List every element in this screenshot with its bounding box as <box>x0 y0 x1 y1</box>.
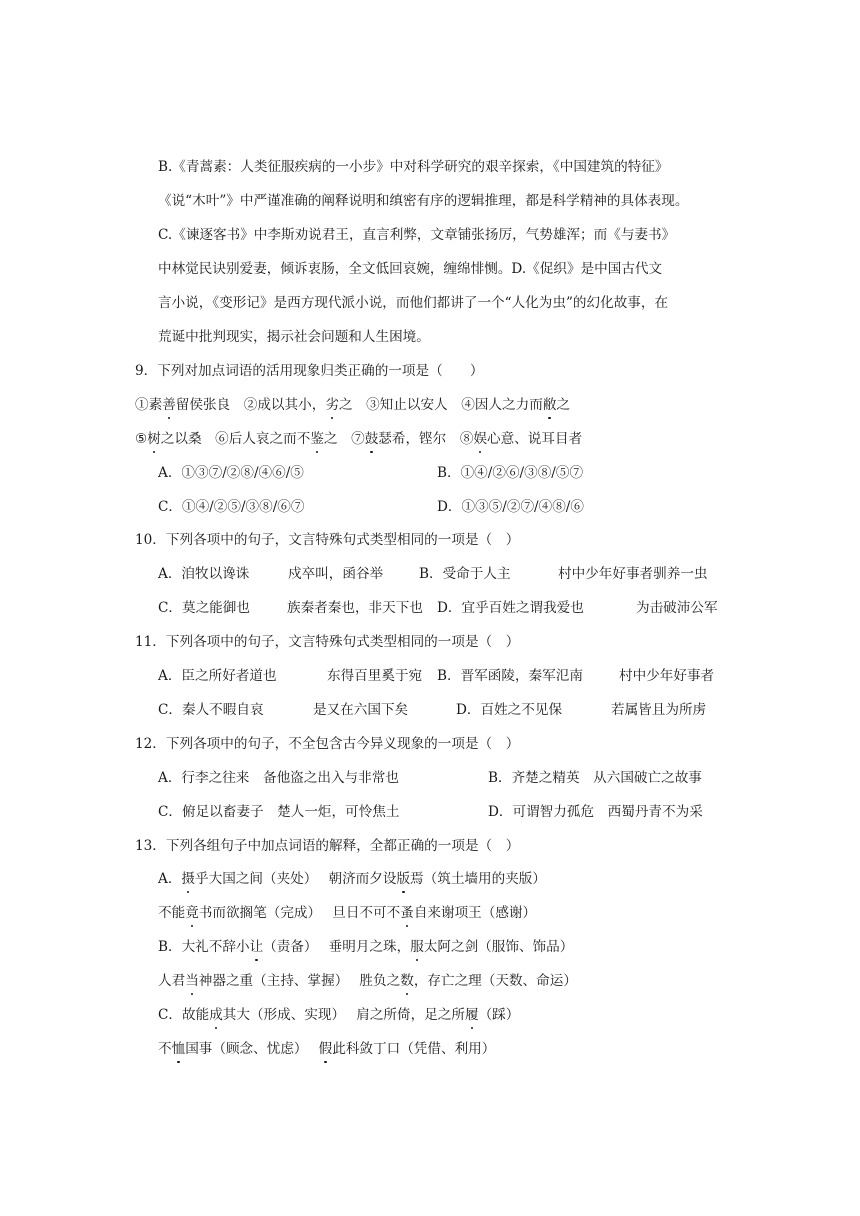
question-11-option-c-1: C．秦人不暇自哀 <box>158 702 264 718</box>
question-10-option-b-2: 村中少年好事者驯养一虫 <box>558 566 708 582</box>
dotted-word: 树 <box>147 431 161 447</box>
question-10-option-a-1: A．洎牧以谗诛 <box>158 566 250 582</box>
passage-d-line-3: 言小说，《变形记》是西方现代派小说，而他们都讲了一个“人化为虫”的幻化故事，在 <box>158 295 669 311</box>
dotted-word: 蚤 <box>400 905 414 921</box>
question-12-option-b: B．齐楚之精英 从六国破亡之故事 <box>488 770 702 786</box>
dotted-word: 假 <box>318 1041 333 1057</box>
question-13-option-a-line-2: 不能竟书而欲搁笔（完成） 旦日不可不蚤自来谢项王（感谢） <box>158 905 537 921</box>
dotted-word: 恤 <box>171 1041 186 1057</box>
passage-b-line-2: 《说“木叶”》中严谨准确的阐释说明和缜密有序的逻辑推理，都是科学精神的具体表现。 <box>158 193 689 209</box>
passage-d-line-4: 荒诞中批判现实，揭示社会问题和人生困境。 <box>158 329 430 345</box>
question-12-stem: 12．下列各项中的句子，不全包含古今异义现象的一项是（ ） <box>135 736 520 752</box>
question-9-items-1: ①素善留侯张良 ②成以其小，劣之 ③知止以安人 ④因人之力而敝之 <box>135 397 570 413</box>
question-10-option-c-1: C．莫之能御也 <box>158 600 250 616</box>
dotted-word: 摄 <box>181 871 196 887</box>
dotted-word: 敝 <box>542 397 557 413</box>
question-10-stem: 10．下列各项中的句子，文言特殊句式类型相同的一项是（ ） <box>135 532 520 548</box>
dotted-word: 当 <box>185 973 199 989</box>
question-11-option-d-1: D．百姓之不见保 <box>456 702 563 718</box>
question-11-stem: 11．下列各项中的句子，文言特殊句式类型相同的一项是（ ） <box>135 634 520 650</box>
question-9-option-d: D．①③⑤/②⑦/④⑧/⑥ <box>437 499 584 515</box>
question-9-option-a: A．①③⑦/②⑧/④⑥/⑤ <box>158 465 304 481</box>
dotted-word: 竟 <box>185 905 199 921</box>
dotted-word: 服 <box>410 939 424 955</box>
question-9-option-b: B．①④/②⑥/③⑧/⑤⑦ <box>437 465 584 481</box>
question-12-option-d: D．可谓智力孤危 西蜀丹青不为采 <box>488 804 703 820</box>
dotted-word: 善 <box>162 397 176 413</box>
dotted-word: 数 <box>400 973 414 989</box>
question-9-stem: 9．下列对加点词语的活用现象归类正确的一项是（ ） <box>135 363 484 379</box>
dotted-word: 成 <box>209 1007 223 1023</box>
dotted-word: 鼓 <box>364 431 379 447</box>
question-13-option-b-line-2: 人君当神器之重（主持、掌握） 胜负之数，存亡之理（天数、命运） <box>158 973 577 989</box>
dotted-word: 劣 <box>325 397 339 413</box>
question-13-option-c-line-1: C．故能成其大（形成、实现） 肩之所倚，足之所履（踩） <box>158 1007 520 1023</box>
question-12-option-a: A．行李之往来 备他盗之出入与非常也 <box>158 770 399 786</box>
question-11-option-d-2: 若属皆且为所虏 <box>611 702 707 718</box>
question-10-option-a-2: 戍卒叫，函谷举 <box>288 566 384 582</box>
question-13-option-a-line-1: A．摄乎大国之间（夹处） 朝济而夕设版焉（筑土墙用的夹版） <box>158 871 546 887</box>
question-11-option-a-2: 东得百里奚于宛 <box>327 668 423 684</box>
question-10-option-b-1: B．受命于人主 <box>419 566 511 582</box>
dotted-word: 版 <box>396 871 411 887</box>
dotted-word: 让 <box>249 939 264 955</box>
dotted-word: 履 <box>465 1007 479 1023</box>
passage-b-line-1: B.《青蒿素：人类征服疾病的一小步》中对科学研究的艰辛探索，《中国建筑的特征》 <box>158 159 669 175</box>
question-12-option-c: C．俯足以畜妻子 楚人一炬，可怜焦土 <box>158 804 400 820</box>
question-9-option-c: C．①④/②⑤/③⑧/⑥⑦ <box>158 499 305 515</box>
dotted-word: 娱 <box>473 431 488 447</box>
question-10-option-c-2: 族秦者秦也，非天下也 <box>287 600 423 616</box>
question-10-option-d-2: 为击破沛公军 <box>636 600 718 616</box>
question-13-stem: 13．下列各组句子中加点词语的解释，全都正确的一项是（ ） <box>135 838 520 854</box>
passage-c-line-2: 中林觉民诀别爱妻，倾诉衷肠，全文低回哀婉，缠绵悱恻。D.《促织》是中国古代文 <box>158 261 663 277</box>
dotted-word: 鉴 <box>310 431 324 447</box>
question-9-items-2: ⑤树之以桑 ⑥后人哀之而不鉴之 ⑦鼓瑟希，铿尔 ⑧娱心意、说耳目者 <box>135 431 583 447</box>
question-13-option-b-line-1: B．大礼不辞小让（责备） 垂明月之珠，服太阿之剑（服饰、饰品） <box>158 939 574 955</box>
question-11-option-b-2: 村中少年好事者 <box>619 668 715 684</box>
question-10-option-d-1: D．宜乎百姓之谓我爱也 <box>437 600 584 616</box>
question-11-option-a-1: A．臣之所好者道也 <box>158 668 277 684</box>
question-11-option-b-1: B．晋军函陵，秦军氾南 <box>437 668 583 684</box>
question-11-option-c-2: 是又在六国下矣 <box>313 702 409 718</box>
question-13-option-c-line-2: 不恤国事（顾念、忧虑） 假此科敛丁口（凭借、利用） <box>158 1041 496 1057</box>
passage-c-line-1: C.《谏逐客书》中李斯劝说君王，直言利弊，文章铺张扬厉，气势雄浑；而《与妻书》 <box>158 227 676 243</box>
